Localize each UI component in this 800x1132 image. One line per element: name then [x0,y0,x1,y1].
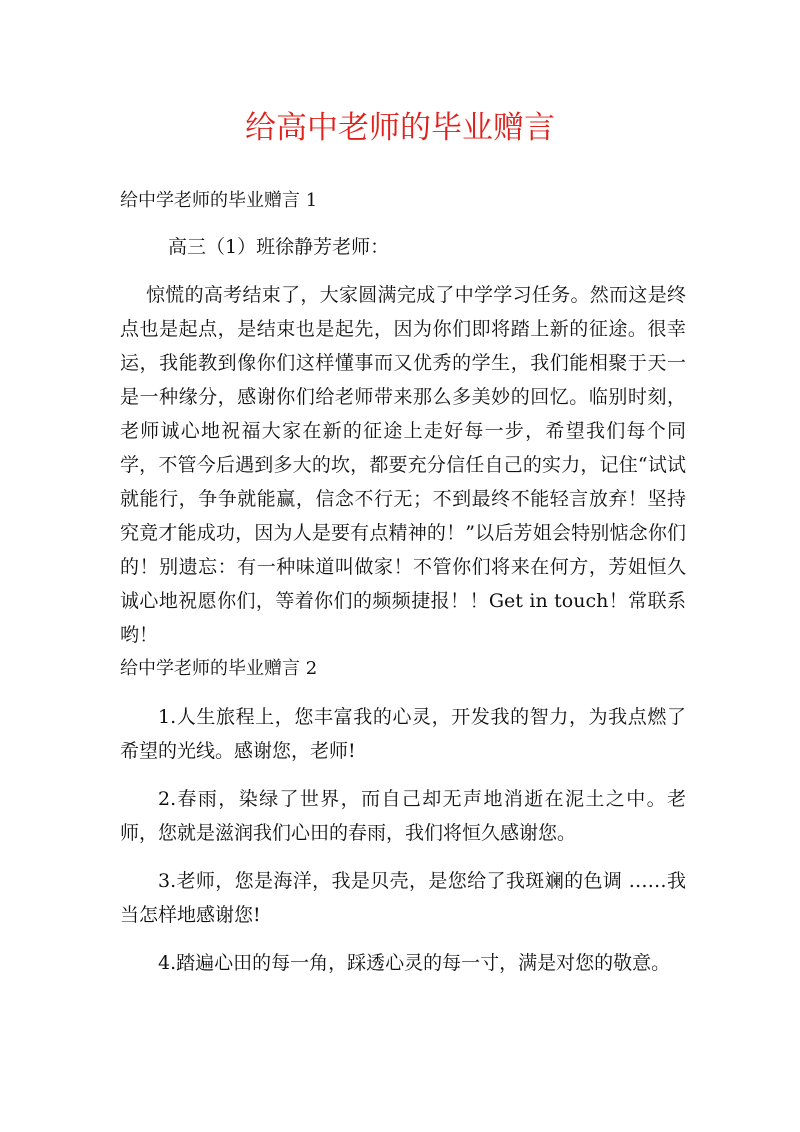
document-body [120,184,686,980]
list-item-2: 2.春雨，染绿了世界，而自己却无声地消逝在泥土之中。老师，您就是滋润我们心田的春雨，我们将恒久感谢您。 [120,788,686,844]
greeting-line: 高三（1）班徐静芳老师： [168,236,390,258]
list-item-1: 1.人生旅程上，您丰富我的心灵，开发我的智力，为我点燃了希望的光线。感谢您，老师! [120,706,686,762]
message-paragraph: 惊慌的高考结束了，大家圆满完成了中学学习任务。然而这是终点也是起点，是结束也是起先，因为你们即将踏上新的征途。很幸运，我能教到像你们这样懂事而又优秀的学生，我们能相聚于天一是一种缘分，感谢你们给老师带来那么多美妙的回忆。临别时刻，老师诚心地祝福大家在新的征途上走好每一步，希望我们每个同学，不管今后遇到多大的坎，都要充分信任自己的实力，记住“试试就能行，争争就能赢，信念不行无；不到最终不能轻言放弃！坚持究竟才能成功，因为人是要有点精神的！”以后芳姐会特别惦念你们的！别遗忘：有一种味道叫做家！不管你们将来在何方，芳姐恒久诚心地祝愿你们，等着你们的频频捷报！！Get in touch！常联系哟！ [120,284,686,646]
list-item-3: 3.老师，您是海洋，我是贝壳，是您给了我斑斓的色调 ……我当怎样地感谢您! [120,870,686,926]
section-1-heading: 给中学老师的毕业赠言 1 [120,190,318,211]
list-item-4: 4.踏遍心田的每一角，踩透心灵的每一寸，满是对您的敬意。 [158,952,671,974]
document-title: 给高中老师的毕业赠言 [245,110,555,146]
section-2-heading: 给中学老师的毕业赠言 2 [120,658,318,679]
